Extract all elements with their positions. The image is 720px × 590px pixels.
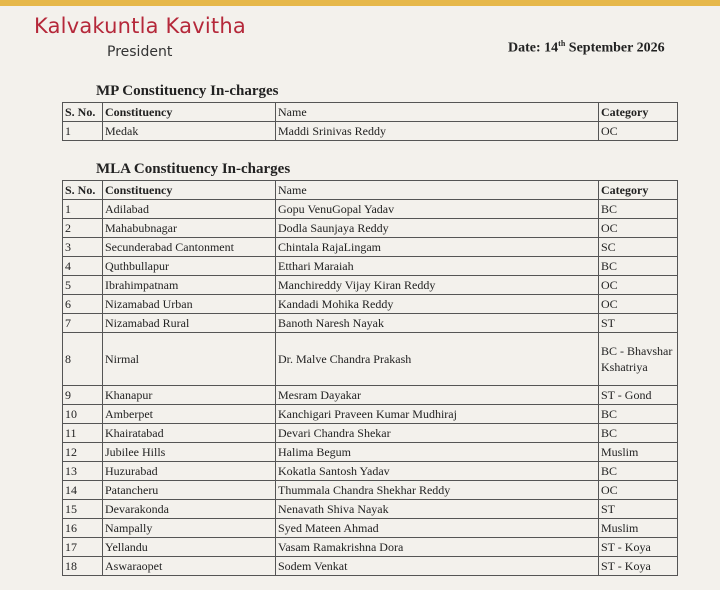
cell-sno: 7 [63,314,103,333]
cell-category: SC [599,238,678,257]
cell-name: Halima Begum [276,443,599,462]
cell-sno: 1 [63,200,103,219]
cell-sno: 18 [63,557,103,576]
cell-constituency: Khairatabad [103,424,276,443]
cell-name: Vasam Ramakrishna Dora [276,538,599,557]
cell-sno: 9 [63,386,103,405]
cell-sno: 2 [63,219,103,238]
date-suffix: September 2026 [565,40,665,56]
cell-name: Kokatla Santosh Yadav [276,462,599,481]
cell-category: OC [599,122,678,141]
table-row [63,314,678,333]
cell-category: ST - Gond [599,386,678,405]
cell-name: Kanchigari Praveen Kumar Mudhiraj [276,405,599,424]
table-row [63,500,678,519]
cell-name: Mesram Dayakar [276,386,599,405]
cell-name: Etthari Maraiah [276,257,599,276]
cell-name: Syed Mateen Ahmad [276,519,599,538]
cell-constituency: Khanapur [103,386,276,405]
cell-category: BC [599,257,678,276]
cell-constituency: Patancheru [103,481,276,500]
table-row [63,219,678,238]
table-row [63,405,678,424]
cell-category: Muslim [599,519,678,538]
mp-table [62,102,678,141]
mla-table [62,180,678,576]
sender-role: President [107,44,173,60]
cell-sno: 12 [63,443,103,462]
cell-sno: 13 [63,462,103,481]
cell-category: Muslim [599,443,678,462]
cell-name: Kandadi Mohika Reddy [276,295,599,314]
table-row [63,462,678,481]
mla-header-row [63,181,678,200]
cell-sno: 6 [63,295,103,314]
cell-category: ST - Koya [599,538,678,557]
cell-category: BC [599,462,678,481]
table-row [63,257,678,276]
col-name-header: Name [276,103,599,122]
document-date [508,39,665,57]
table-row [63,276,678,295]
cell-constituency: Huzurabad [103,462,276,481]
cell-sno: 10 [63,405,103,424]
cell-constituency: Nizamabad Urban [103,295,276,314]
cell-category: OC [599,295,678,314]
table-row [63,481,678,500]
table-row [63,538,678,557]
cell-name: Nenavath Shiva Nayak [276,500,599,519]
mla-section-title: MLA Constituency In-charges [96,161,291,177]
col-category-header: Category [599,103,678,122]
cell-sno: 4 [63,257,103,276]
cell-constituency: Nirmal [103,333,276,386]
cell-category: BC - Bhavshar Kshatriya [599,333,678,386]
col-constituency-header: Constituency [103,181,276,200]
table-row [63,443,678,462]
cell-name: Banoth Naresh Nayak [276,314,599,333]
cell-sno: 17 [63,538,103,557]
cell-constituency: Amberpet [103,405,276,424]
mp-section-title: MP Constituency In-charges [96,83,279,99]
cell-constituency: Yellandu [103,538,276,557]
cell-sno: 1 [63,122,103,141]
cell-sno: 16 [63,519,103,538]
cell-sno: 5 [63,276,103,295]
cell-constituency: Mahabubnagar [103,219,276,238]
table-row [63,200,678,219]
cell-name: Dodla Saunjaya Reddy [276,219,599,238]
cell-sno: 8 [63,333,103,386]
cell-name: Devari Chandra Shekar [276,424,599,443]
mp-header-row [63,103,678,122]
date-ordinal: th [558,39,566,48]
col-sno-header: S. No. [63,181,103,200]
cell-category: ST [599,314,678,333]
col-name-header: Name [276,181,599,200]
date-prefix: Date: 14 [508,40,559,56]
col-sno-header: S. No. [63,103,103,122]
cell-constituency: Ibrahimpatnam [103,276,276,295]
cell-constituency: Devarakonda [103,500,276,519]
cell-sno: 3 [63,238,103,257]
col-constituency-header: Constituency [103,103,276,122]
cell-category: OC [599,219,678,238]
table-row [63,386,678,405]
cell-category: BC [599,424,678,443]
table-row [63,333,678,386]
cell-category: ST [599,500,678,519]
sender-name: Kalvakuntla Kavitha [34,14,246,38]
cell-constituency: Nizamabad Rural [103,314,276,333]
cell-constituency: Quthbullapur [103,257,276,276]
top-accent-bar [0,0,720,6]
cell-category: OC [599,276,678,295]
table-row [63,557,678,576]
cell-name: Dr. Malve Chandra Prakash [276,333,599,386]
cell-constituency: Adilabad [103,200,276,219]
cell-sno: 15 [63,500,103,519]
cell-name: Maddi Srinivas Reddy [276,122,599,141]
cell-constituency: Secunderabad Cantonment [103,238,276,257]
cell-name: Sodem Venkat [276,557,599,576]
cell-category: ST - Koya [599,557,678,576]
cell-constituency: Jubilee Hills [103,443,276,462]
cell-sno: 11 [63,424,103,443]
cell-constituency: Aswaraopet [103,557,276,576]
table-row [63,122,678,141]
table-row [63,238,678,257]
cell-name: Gopu VenuGopal Yadav [276,200,599,219]
table-row [63,519,678,538]
cell-constituency: Medak [103,122,276,141]
cell-name: Chintala RajaLingam [276,238,599,257]
cell-category: BC [599,405,678,424]
cell-category: BC [599,200,678,219]
table-row [63,424,678,443]
cell-name: Thummala Chandra Shekhar Reddy [276,481,599,500]
col-category-header: Category [599,181,678,200]
table-row [63,295,678,314]
cell-constituency: Nampally [103,519,276,538]
cell-category: OC [599,481,678,500]
cell-sno: 14 [63,481,103,500]
cell-name: Manchireddy Vijay Kiran Reddy [276,276,599,295]
